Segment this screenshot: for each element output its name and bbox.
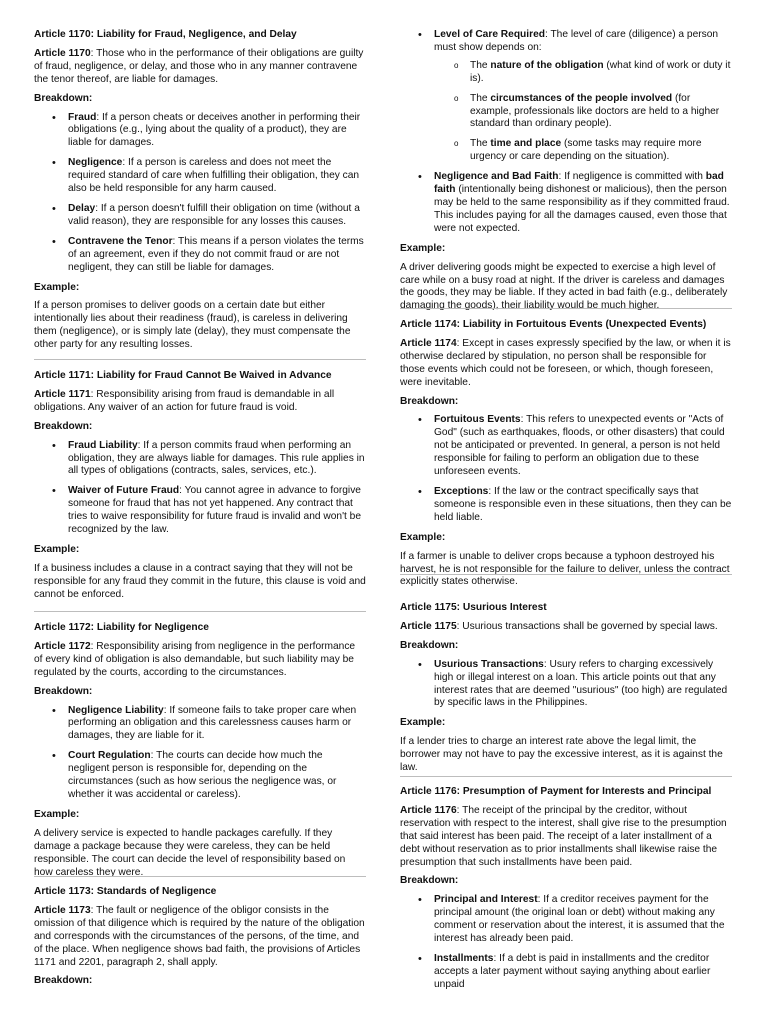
article-1176: [400, 786, 732, 999]
list-item: • Delay: If a person doesn't fulfill their obligation on time (without a valid reason), they are responsible for any losses this causes.: [68, 203, 366, 229]
article-text: Article 1173: The fault or negligence of the obligor consists in the omission of that diligence which is required by the nature of the obligation and corresponds with the circumstances of the persons, of the time, and of the place. When negligence shows bad faith, the provisions of Articles 1171 and 2201, paragraph 2, shall apply.: [34, 904, 365, 968]
breakdown-label: Breakdown:: [34, 92, 93, 104]
breakdown-label: Breakdown:: [400, 395, 459, 407]
example-label: Example:: [34, 281, 80, 293]
list-item: • Negligence Liability: If someone fails to take proper care when performing an obligation and this carelessness causes harm or damages, they are liable for it.: [68, 705, 366, 744]
list-item: • Principal and Interest: If a creditor receives payment for the principal amount (the original loan or debt) without making any comment or reservation about the interest, it is assumed that the interest has already been paid.: [434, 894, 732, 946]
article-text: Article 1170: Those who in the performance of their obligations are guilty of fraud, negligence, or delay, and those who in any manner contravene the tenor thereof, are liable for damages.: [34, 47, 364, 85]
example-label: Example:: [400, 242, 446, 254]
article-text: Article 1176: The receipt of the principal by the creditor, without reservation with respect to the interest, shall give rise to the presumption that said interest has been paid. The receipt of a later installment of a debt without reservation as to prior installments shall likewise raise the presumption that such installments have been paid.: [400, 804, 727, 868]
breakdown-label: Breakdown:: [34, 975, 93, 987]
breakdown-list: [400, 29, 732, 236]
article-title: Article 1175: Usurious Interest: [400, 602, 547, 613]
list-item: • Fortuitous Events: This refers to unexpected events or "Acts of God" (such as earthquakes, floods, or other disasters) that could not be anticipated or prevented. In general, a person is not held responsible for failing to perform an obligation due to these unforeseen events.: [434, 414, 732, 479]
example-text: If a business includes a clause in a contract saying that they will not be responsible for any fraud they commit in the future, this clause is void and cannot be enforced.: [34, 562, 366, 600]
breakdown-list: [34, 705, 366, 802]
example-text: A delivery service is expected to handle packages carefully. If they damage a package because they were careless, they can be held responsible. The court can decide the level of responsibility based on how careless they were.: [34, 827, 346, 878]
sub-list-item: o The circumstances of the people involved (for example, professionals like doctors are held to a higher standard than ordinary people).: [470, 93, 732, 132]
breakdown-label: Breakdown:: [400, 875, 459, 887]
article-title: Article 1171: Liability for Fraud Cannot Be Waived in Advance: [34, 370, 332, 381]
breakdown-list: [400, 659, 732, 711]
example-label: Example:: [34, 543, 80, 555]
list-item: • Fraud: If a person cheats or deceives another in performing their obligations (e.g., lying about the quality of a product), they are liable for damages.: [68, 112, 366, 151]
list-item: • Court Regulation: The courts can decide how much the negligent person is responsible for, depending on the circumstances (such as how serious the negligence was, or whether it was accidental or careless).: [68, 750, 366, 802]
article-1171: [34, 370, 366, 608]
list-item: • Negligence and Bad Faith: If negligence is committed with bad faith (intentionally being dishonest or malicious), then the person may be held to the same responsibility as if they committed fraud. This includes paying for all the damages caused, even those that were not expected.: [434, 171, 732, 236]
article-1175: [400, 602, 732, 781]
article-title: Article 1176: Presumption of Payment for Interests and Principal: [400, 786, 712, 797]
list-item: • Contravene the Tenor: This means if a person violates the terms of an agreement, even if they do not commit fraud or are not negligent, they can still be liable for damages.: [68, 236, 366, 275]
list-item: • Exceptions: If the law or the contract specifically says that someone is responsible even in these situations, then they can be held liable.: [434, 486, 732, 525]
breakdown-list: [400, 894, 732, 991]
example-text: If a lender tries to charge an interest rate above the legal limit, the borrower may not have to pay the excessive interest, as it is against the law.: [400, 736, 723, 774]
article-title: Article 1174: Liability in Fortuitous Events (Unexpected Events): [400, 319, 707, 330]
article-text: Article 1172: Responsibility arising from negligence in the performance of every kind of obligation is also demandable, but such liability may be regulated by the courts, according to the circumstances.: [34, 640, 356, 678]
article-1172: [34, 622, 366, 885]
section-divider: [34, 359, 366, 360]
list-item: • Level of Care Required: The level of care (diligence) a person must show depends on: o The nature of the obligation (what kind of work or duty it is). o The circumstances of the people involved (for example, professionals like doctors are held to a higher standard than ordinary people). o The time and place (some tasks may require more urgency or care depending on the situation).: [434, 29, 732, 164]
sub-list: [434, 60, 732, 164]
article-title: Article 1173: Standards of Negligence: [34, 886, 217, 897]
breakdown-list: [34, 112, 366, 275]
breakdown-label: Breakdown:: [34, 420, 93, 432]
section-divider: [400, 776, 732, 777]
article-1174: [400, 319, 732, 595]
list-item: • Usurious Transactions: Usury refers to charging excessively high or illegal interest on a loan. This article points out that any interest rates that are deemed "usurious" (too high) are regulated by specific laws in the Philippines.: [434, 659, 732, 711]
example-text: If a person promises to deliver goods on a certain date but either intentionally lies about their readiness (fraud), is careless in delivering them (negligence), or is simply late (delay), they must compensate the other party for any resulting losses.: [34, 300, 351, 351]
section-divider: [34, 876, 366, 877]
list-item: • Fraud Liability: If a person commits fraud when performing an obligation, they are always liable for damages. This rule applies in all types of obligations (contracts, sales, services, etc.).: [68, 440, 366, 479]
example-label: Example:: [34, 808, 80, 820]
section-divider: [34, 611, 366, 612]
list-item: • Waiver of Future Fraud: You cannot agree in advance to forgive someone for fraud that has not yet happened. Any contract that tries to waive responsibility for future fraud is invalid and won't be recognized by the law.: [68, 485, 366, 537]
article-title: Article 1170: Liability for Fraud, Negligence, and Delay: [34, 29, 297, 40]
article-text: Article 1171: Responsibility arising from fraud is demandable in all obligations. Any waiver of an action for future fraud is void.: [34, 388, 335, 413]
breakdown-label: Breakdown:: [34, 685, 93, 697]
example-label: Example:: [400, 717, 446, 729]
article-1173: [34, 886, 366, 994]
example-label: Example:: [400, 531, 446, 543]
sub-list-item: o The time and place (some tasks may require more urgency or care depending on the situation).: [470, 138, 732, 164]
list-item: • Installments: If a debt is paid in installments and the creditor accepts a later payment without saying anything about earlier unpaid: [434, 953, 732, 992]
section-divider: [400, 308, 732, 309]
example-text: If a farmer is unable to deliver crops because a typhoon destroyed his harvest, he is not responsible for the failure to deliver, unless the contract explicitly states otherwise.: [400, 550, 730, 588]
breakdown-list: [34, 440, 366, 537]
breakdown-label: Breakdown:: [400, 639, 459, 651]
section-divider: [400, 574, 732, 575]
example-text: A driver delivering goods might be expected to exercise a high level of care while on a busy road at night. If the driver is careless and damages the goods, they may be liable. If they acted in bad faith (e.g., deliberately damaging the goods), their liability would be much higher.: [400, 261, 728, 312]
article-1173-continued: [400, 29, 732, 319]
article-1170: [34, 29, 366, 358]
article-text: Article 1174: Except in cases expressly specified by the law, or when it is otherwise declared by stipulation, no person shall be responsible for those events which could not be foreseen, or which, though foreseen, were inevitable.: [400, 337, 731, 388]
list-item: • Negligence: If a person is careless and does not meet the required standard of care when fulfilling their obligation, they can also be held responsible for any harm caused.: [68, 157, 366, 196]
breakdown-list: [400, 414, 732, 524]
article-text: Article 1175: Usurious transactions shall be governed by special laws.: [400, 620, 718, 632]
sub-list-item: o The nature of the obligation (what kind of work or duty it is).: [470, 60, 732, 86]
article-title: Article 1172: Liability for Negligence: [34, 622, 209, 633]
